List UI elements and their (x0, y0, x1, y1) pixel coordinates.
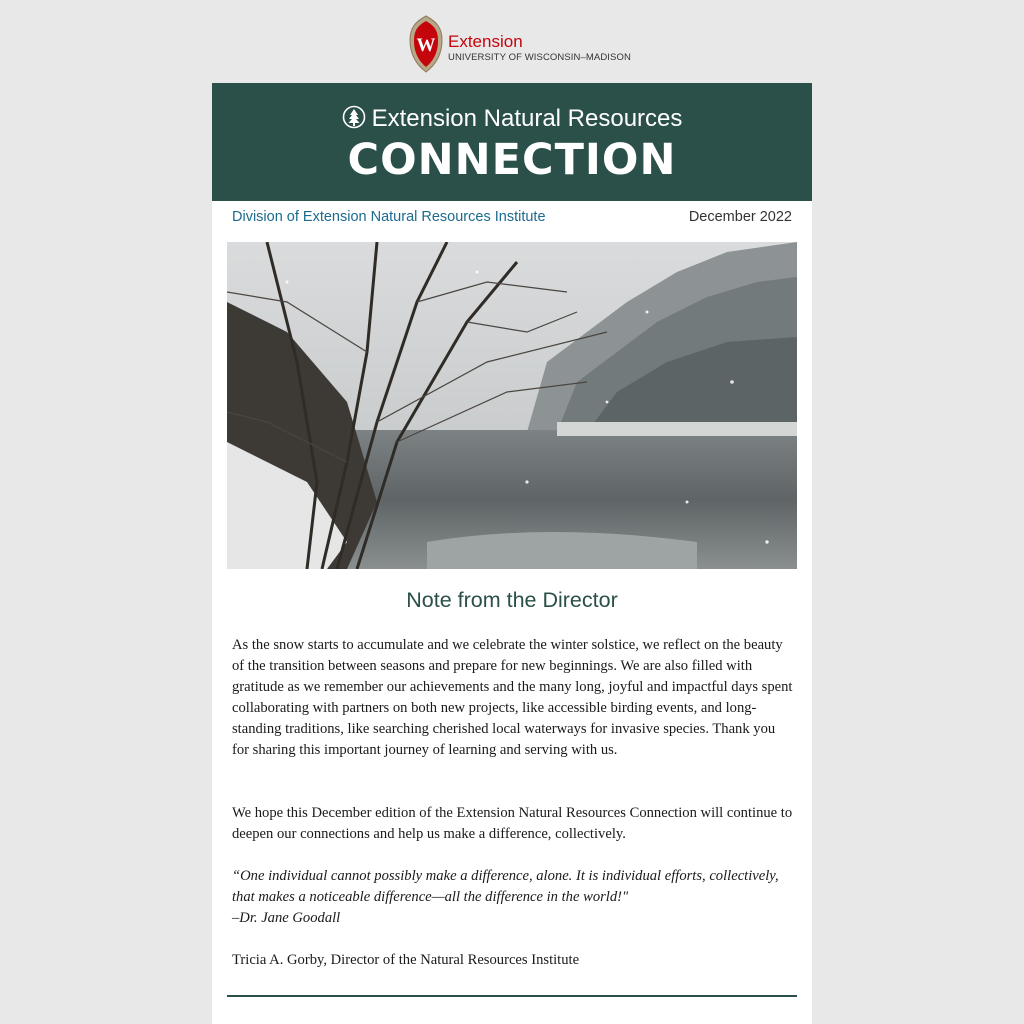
section-divider (227, 995, 797, 997)
banner-subtitle-text: Extension Natural Resources (371, 105, 683, 132)
logo-brand-text: Extension (448, 32, 523, 51)
banner-title: CONNECTION (347, 135, 677, 185)
header-bar (0, 0, 1024, 83)
tree-icon (342, 105, 366, 129)
director-paragraph-1: As the snow starts to accumulate and we celebrate the winter solstice, we reflect on the beauty of the transition between seasons and prepare for new beginnings. We are also filled with gratitude as we remember our achievements and the many long, joyful and impactful days spent collaborating with partners on both new projects, like accessible birding events, and long-standing traditions, like searching cherished local waterways for invasive species. Thank you for sharing this important journey of learning and serving with us. (232, 637, 793, 758)
goodall-quote (232, 866, 794, 929)
logo-university-text: UNIVERSITY OF WISCONSIN–MADISON (448, 52, 631, 63)
crest-letter: W (416, 35, 436, 56)
quote-author: –Dr. Jane Goodall (232, 910, 341, 926)
director-signature: Tricia A. Gorby, Director of the Natural Resources Institute (232, 952, 580, 968)
banner-subtitle (212, 102, 812, 136)
director-paragraph-2: We hope this December edition of the Extension Natural Resources Connection will continue to deepen our connections and help us make a difference, collectively. (232, 805, 793, 842)
hero-image-winter-river (227, 242, 797, 569)
issue-date: December 2022 (688, 209, 792, 225)
newsletter-body (212, 83, 812, 1024)
meta-row (232, 209, 792, 229)
extension-logo[interactable] (406, 14, 631, 74)
quote-text: “One individual cannot possibly make a difference, alone. It is individual efforts, collectively, that makes a noticeable difference—all the difference in the world!" (232, 868, 779, 905)
newsletter-banner (212, 83, 812, 201)
division-link[interactable]: Division of Extension Natural Resources Institute (232, 209, 546, 225)
section-heading: Note from the Director (406, 588, 618, 612)
uw-crest-icon (406, 14, 446, 74)
